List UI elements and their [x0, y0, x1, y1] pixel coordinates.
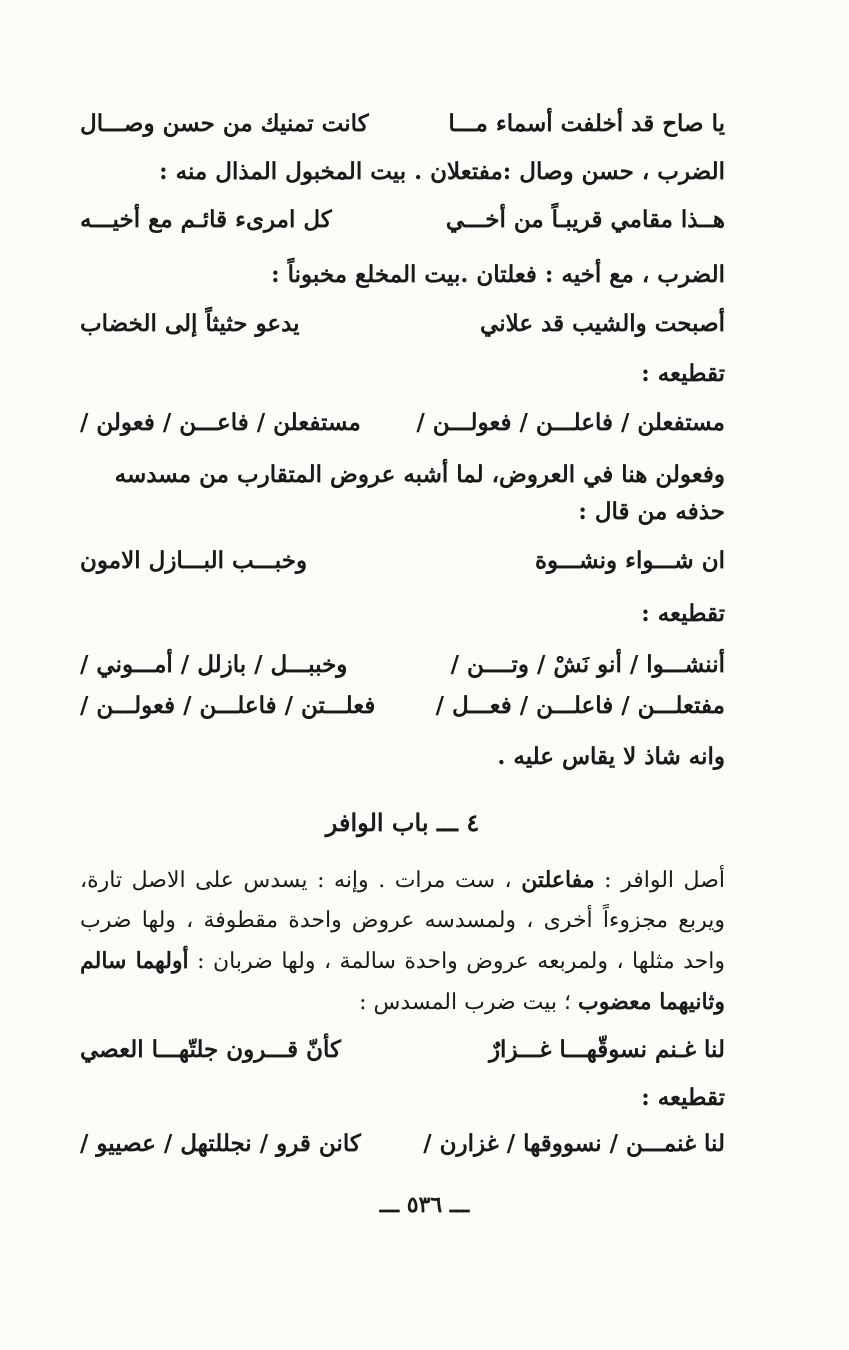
scansion-first-half: أننشـــوا / أنو نَشْ / وتــــن / — [450, 651, 725, 678]
paragraph-text: ، ست مرات . وإنه : يسدس على الاصل تارة، ويربع مجزوءاً أخرى ، ولمسدسه عروض واحدة مقطوفة ، ولها ضرب واحد مثلها ، ولمربعه عروض واحدة سالمة ، ولها ضربان : — [80, 868, 725, 974]
scansion-label: تقطيعه : — [641, 1084, 725, 1111]
paragraph-bold-term: أولهما سالم وثانيهما معضوب — [80, 948, 725, 1015]
scansion-line — [80, 1124, 725, 1164]
prose-line: الضرب ، حسن وصال :مفتعلان . بيت المخبول المذال منه : — [159, 158, 725, 185]
scansion-label: تقطيعه : — [641, 360, 725, 387]
prose-line: حذفه من قال : — [578, 498, 725, 525]
scansion-line — [80, 645, 725, 685]
paragraph-bold-term: مفاعلتن — [521, 867, 595, 893]
page-number: ـــ ٥٣٦ ـــ — [379, 1192, 470, 1218]
scansion-second-half: فعلـــتن / فاعلـــن / فعولـــن / — [80, 692, 376, 719]
scansion-label: تقطيعه : — [641, 600, 725, 627]
verse-first-hemistich: أصبحت والشيب قد علاني — [480, 310, 725, 337]
verse-line — [80, 200, 725, 240]
scansion-first-half: مفتعلـــن / فاعلـــن / فعـــل / — [435, 692, 725, 719]
verse-line — [80, 1030, 725, 1070]
verse-second-hemistich: كانت تمنيك من حسن وصـــال — [80, 110, 369, 137]
verse-line — [80, 541, 725, 581]
verse-second-hemistich: كأنّ قـــرون جلتّهـــا العصي — [80, 1036, 341, 1063]
scansion-second-half: مستفعلن / فاعـــن / فعولن / — [80, 409, 361, 436]
verse-line — [80, 104, 725, 144]
prose-line: وفعولن هنا في العروض، لما أشبه عروض المتقارب من مسدسه — [114, 461, 725, 488]
verse-line — [80, 304, 725, 344]
verse-first-hemistich: هــذا مقامي قريبـاً من أخـــي — [445, 206, 725, 233]
paragraph-text: أصل الوافر : — [594, 868, 726, 893]
scansion-second-half: وخببـــل / بازلل / أمـــوني / — [80, 651, 348, 678]
scansion-first-half: مستفعلن / فاعلـــن / فعولـــن / — [416, 409, 725, 436]
scansion-line — [80, 403, 725, 443]
verse-first-hemistich: ان شـــواء ونشـــوة — [534, 547, 725, 574]
paragraph-text: ؛ بيت ضرب المسدس : — [359, 990, 578, 1015]
verse-first-hemistich: لنا غـنم نسوقّهـــا غـــزارٌ — [488, 1036, 725, 1063]
verse-second-hemistich: يدعو حثيثاً إلى الخضاب — [80, 310, 300, 337]
prose-line: وانه شاذ لا يقاس عليه . — [497, 743, 725, 770]
scansion-line — [80, 686, 725, 726]
verse-second-hemistich: كل امرىء قائـم مع أخيـــه — [80, 206, 332, 233]
paragraph — [80, 860, 725, 1023]
section-heading: ٤ ـــ باب الوافر — [325, 808, 480, 837]
verse-second-hemistich: وخبـــب البـــازل الامون — [80, 547, 308, 574]
prose-line: الضرب ، مع أخيه : فعلتان .بيت المخلع مخبوناً : — [271, 261, 725, 288]
verse-first-hemistich: يا صاح قد أخلفت أسماء مـــا — [448, 110, 725, 137]
scansion-second-half: كانن قرو / نجللتهل / عصييو / — [80, 1130, 361, 1157]
scansion-first-half: لنا غنمـــن / نسووقها / غزارن / — [423, 1130, 725, 1157]
